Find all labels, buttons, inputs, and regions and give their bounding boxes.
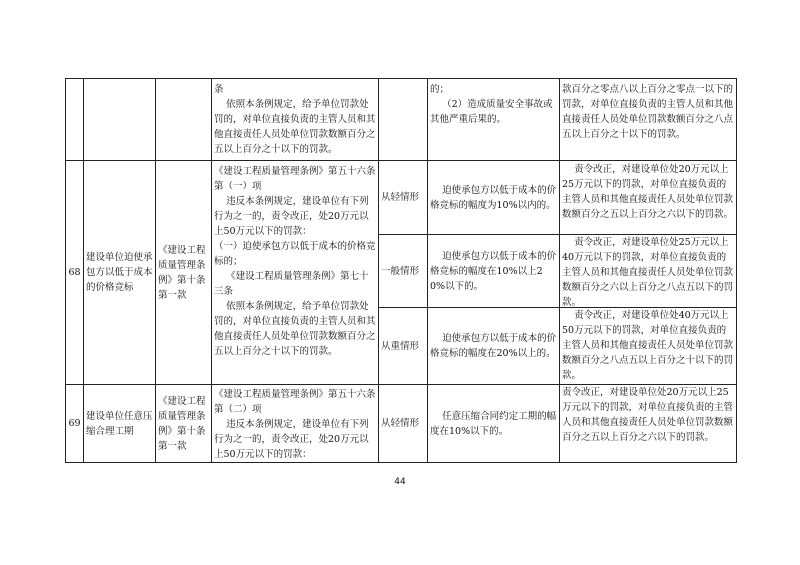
standard-cell: 责令改正，对建设单位处20万元以上25万元以下的罚款，对单位直接负责的主管人员和其他直接责任人员处单位罚款数额百分之五以上百分之六以下的罚款。	[562, 164, 734, 220]
standard-cell: 责令改正，对建设单位处40万元以上50万元以下的罚款，对单位直接负责的主管人员和其他直接责任人员处单位罚款数额百分之八点五以上百分之十以下的罚款。	[562, 310, 734, 381]
item-cell: 建设单位迫使承包方以低于成本的价格竞标	[86, 252, 153, 293]
page-number: 44	[394, 477, 406, 487]
degree-cell: 从轻情形	[381, 192, 420, 203]
degree-cell: 一般情形	[381, 265, 420, 277]
row-number: 69	[68, 418, 81, 429]
provision-cell: 《建设工程质量管理条例》第五十六条第（二）项 违反本条例规定，建设单位有下列行为之一的，责令改正，处20万元以上50万元以下的罚款：	[214, 389, 376, 460]
standard-cell: 责令改正，对建设单位处20万元以上25万元以下的罚款，对单位直接负责的主管人员和其他直接责任人员处单位罚款数额百分之五以上百分之六以下的罚款。	[562, 387, 734, 443]
basis-cell: 《建设工程质量管理条例》第十条第一款	[158, 244, 206, 301]
situation-cell: 任意压缩合同约定工期的幅度在10%以下的。	[430, 410, 557, 437]
situation-cell: 迫使承包方以低于成本的价格竞标的幅度为10%以内的。	[430, 184, 557, 211]
row-number: 68	[68, 267, 81, 278]
degree-cell: 从重情形	[381, 340, 420, 352]
situation-cell: 迫使承包方以低于成本的价格竞标的幅度在10%以上20%以下的。	[430, 250, 557, 292]
penalty-discretion-table	[65, 78, 737, 463]
standard-cell: 责令改正，对建设单位处25万元以上40万元以下的罚款，对单位直接负责的主管人员和其他直接责任人员处单位罚款数额百分之六以上百分之八点五以下的罚款。	[562, 237, 734, 307]
item-cell: 建设单位任意压缩合理工期	[86, 410, 153, 437]
provision-cell: 《建设工程质量管理条例》第五十六条第（一）项 违反本条例规定，建设单位有下列行为之一的，责令改正，处20万元以上50万元以下的罚款： （一）迫使承包方以低于成本的价格竞标的； 《建设工程质量管理条例》第七十三条 依照本条例规定，给予单位罚款处罚的，对单位直接负责的主管人员和其他直接责任人员处单位罚款数额百分之五以上百分之十以下的罚款。	[214, 166, 376, 357]
situation-cell: 迫使承包方以低于成本的价格竞标的幅度在20%以上的。	[430, 333, 557, 359]
standard-cell: 款百分之零点八以上百分之零点一以下的罚款，对单位直接负责的主管人员和其他直接责任人员处单位罚款数额百分之八点五以上百分之十以下的罚款。	[562, 84, 734, 140]
provision-cell: 条 依照本条例规定，给予单位罚款处罚的，对单位直接负责的主管人员和其他直接责任人员处单位罚款数额百分之五以上百分之十以下的罚款。	[214, 84, 376, 155]
degree-cell: 从轻情形	[381, 418, 420, 429]
basis-cell: 《建设工程质量管理条例》第十条第一款	[158, 395, 206, 452]
situation-cell: 的； （2）造成质量安全事故或其他严重后果的。	[430, 84, 553, 125]
